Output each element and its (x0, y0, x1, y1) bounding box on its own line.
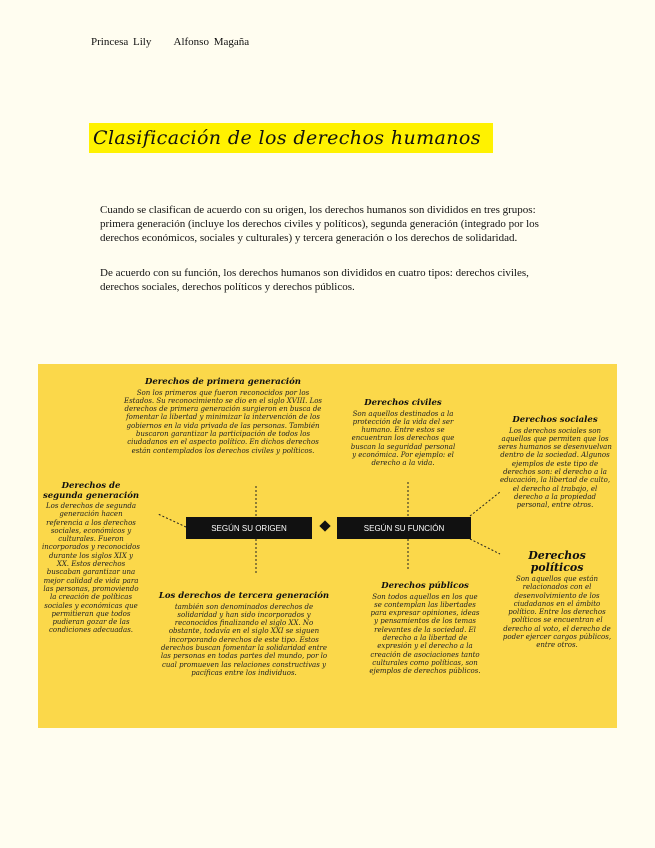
page-title (89, 123, 493, 153)
political-rights-block (500, 550, 614, 650)
second-generation-title: Derechos de segunda generación (42, 481, 140, 501)
political-rights-text: Son aquellos que están relacionados con el desenvolvimiento de los ciudadanos en el ámbito político. Entre los derechos políticos se encuentran el derecho al voto, el derecho de poder ejercer cargos públicos, entre otros. (502, 575, 612, 650)
public-rights-text: Son todos aquellos en los que se contemplan las libertades para expresar opiniones, ideas y pensamientos de los temas relevantes de la sociedad. El derecho a la libertad de expresión y el derecho a la creación de asociaciones tanto culturales como políticas, son ejemplos de derechos públicos. (369, 592, 481, 676)
civil-rights-text: Son aquellos destinados a la protección de la vida del ser humano. Entre estos se encuentran los derechos que buscan la seguridad personal y económica. Por ejemplo: el derecho a la vida. (350, 409, 456, 468)
political-rights-title: Derechos políticos (528, 549, 586, 574)
function-box-label: SEGÚN SU FUNCIÓN (363, 523, 445, 533)
social-rights-text: Los derechos sociales son aquellos que permiten que los seres humanos se desenvuelvan dentro de la sociedad. Algunos ejemplos de este tipo de derechos son: el derecho a la educación, la libertad de culto, el derecho al trabajo, el derecho a la propiedad personal, entre otros. (498, 426, 612, 510)
origin-box (186, 517, 312, 539)
civil-rights-block (350, 399, 456, 468)
social-rights-title: Derechos sociales (512, 415, 598, 425)
civil-rights-title: Derechos civiles (364, 398, 442, 408)
origin-box-label: SEGÚN SU ORIGEN (211, 523, 287, 533)
third-generation-block (158, 592, 330, 677)
author-name: Alfonso Magaña (173, 36, 250, 48)
third-generation-title: Los derechos de tercera generación (158, 591, 330, 601)
author-name: Princesa Lily (91, 36, 152, 48)
second-generation-block (42, 482, 140, 635)
first-generation-text: Son los primeros que fueron reconocidos por los Estados. Su reconocimiento se dio en el siglo XVIII. Los derechos de primera generación surgieron en busca de fomentar la libertad y minimizar la intervención de los gobiernos en la vida privada de las personas. También buscaron garantizar la participación de todos los ciudadanos en el aspecto político. En dichos derechos están contemplados los derechos civiles y políticos. (123, 388, 323, 455)
function-box (337, 517, 471, 539)
intro-paragraph: Cuando se clasifican de acuerdo con su origen, los derechos humanos son divididos en tres grupos: primera generación (incluye los derechos civiles y políticos), segunda generación (integrado por los derechos económicos, sociales y culturales) y tercera generación o los derechos de solidaridad. (100, 204, 539, 244)
first-generation-block (122, 378, 324, 455)
third-generation-text: también son denominados derechos de solidaridad y han sido incorporados y reconocidos finalizando el siglo XX. No obstante, todavía en el siglo XXI se siguen incorporando derechos de este tipo. Estos derechos buscan fomentar la solidaridad entre las personas en todas partes del mundo, por lo cual promueven las relaciones constructivas y pacíficas entre los individuos. (160, 602, 328, 677)
second-generation-text: Los derechos de segunda generación hacen referencia a los derechos sociales, económicos y culturales. Fueron incorporados y reconocidos durante los siglos XIX y XX. Estos derechos buscaban garantizar una mejor calidad de vida para las personas, promoviendo la creación de políticas sociales y económicas que permitieran que todos pudieran gozar de las condiciones adecuadas. (42, 502, 140, 635)
first-generation-title: Derechos de primera generación (145, 377, 301, 387)
page-title-text: Clasificación de los derechos humanos (93, 127, 481, 149)
mind-map-panel (38, 364, 617, 728)
public-rights-title: Derechos públicos (381, 581, 469, 591)
public-rights-block (368, 582, 482, 675)
authors (91, 36, 267, 48)
function-paragraph: De acuerdo con su función, los derechos humanos son divididos en cuatro tipos: derechos civiles, derechos sociales, derechos políticos y derechos públicos. (100, 267, 529, 293)
social-rights-block (498, 416, 612, 509)
